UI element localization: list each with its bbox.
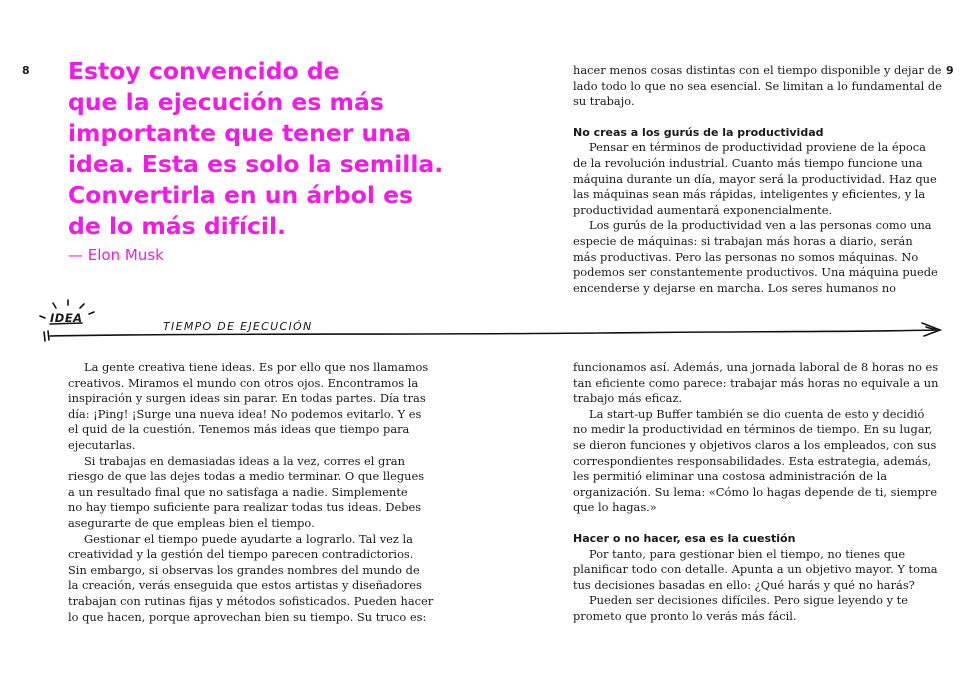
text-line: productividad aumentará exponencialmente. xyxy=(573,202,833,217)
text-line: ejecutarlas. xyxy=(68,437,136,452)
right-bottom-column xyxy=(573,360,943,625)
left-bottom-column xyxy=(68,360,434,625)
text-line: La start-up Buffer también se dio cuenta de esto y decidió xyxy=(589,406,925,421)
pull-quote xyxy=(68,56,508,242)
text-line: La gente creativa tiene ideas. Es por ello que nos llamamos xyxy=(84,360,429,374)
text-line: Gestionar el tiempo puede ayudarte a lograrlo. Tal vez la xyxy=(84,531,413,546)
paragraph xyxy=(68,453,425,532)
text-line: creativos. Miramos el mundo con otros ojos. Encontramos la xyxy=(68,375,419,390)
text-line: Sin embargo, si observas los grandes nombres del mundo de xyxy=(68,562,420,577)
text-line: planificar todo con detalle. Apunta a un objetivo mayor. Y toma xyxy=(573,562,938,577)
text-line: organización. Su lema: «Cómo lo hagas depende de ti, siempre xyxy=(573,484,938,499)
text-line: prometo que pronto lo verás más fácil. xyxy=(573,608,797,623)
text-line: correspondientes responsabilidades. Esta estrategia, además, xyxy=(573,453,932,468)
timeline-arrow xyxy=(0,296,980,346)
paragraph xyxy=(573,593,943,624)
paragraph xyxy=(573,360,943,407)
text-line: máquina durante un día, mayor será la productividad. Haz que xyxy=(573,171,937,186)
paragraph xyxy=(573,63,943,110)
text-line: lo que hacen, porque aprovechan bien su tiempo. Su truco es: xyxy=(68,609,427,624)
quote-line: Estoy convencido de xyxy=(68,57,340,85)
quote-line: de lo más difícil. xyxy=(68,212,286,240)
text-line: Los gurús de la productividad ven a las personas como una xyxy=(589,218,932,233)
text-line: a un resultado final que no satisfaga a nadie. Simplemente xyxy=(68,484,408,499)
text-line: podemos ser constantemente productivos. Una máquina puede xyxy=(573,265,938,280)
text-line: más productivas. Pero las personas no somos máquinas. No xyxy=(573,249,919,264)
text-line: especie de máquinas: si trabajan más horas a diario, serán xyxy=(573,233,913,248)
text-line: hacer menos cosas distintas con el tiempo disponible y dejar de xyxy=(573,63,942,77)
text-line: asegurarte de que empleas bien el tiempo. xyxy=(68,515,315,530)
paragraph xyxy=(68,531,434,626)
text-line: inspiración y surgen ideas sin parar. En todas partes. Día tras xyxy=(68,391,426,406)
text-line: Pensar en términos de productividad proviene de la época xyxy=(589,140,926,155)
quote-line: Convertirla en un árbol es xyxy=(68,181,414,209)
text-line: la creación, verás enseguida que estos artistas y diseñadores xyxy=(68,578,422,593)
timeline-start-mark xyxy=(44,331,49,341)
text-line: les permitió eliminar una costosa administración de la xyxy=(573,469,888,484)
text-line: Si trabajas en demasiadas ideas a la vez, corres el gran xyxy=(84,453,405,468)
text-line: Por tanto, para gestionar bien el tiempo, no tienes que xyxy=(589,546,906,561)
paragraph xyxy=(573,547,943,594)
text-line: se dieron funciones y objetivos claros a los empleados, con sus xyxy=(573,437,937,452)
paragraph xyxy=(573,140,943,218)
page-number-right: 9 xyxy=(946,64,954,77)
text-line: no hay tiempo suficiente para realizar todas tus ideas. Debes xyxy=(68,500,422,515)
text-line: Pueden ser decisiones difíciles. Pero sigue leyendo y te xyxy=(589,593,908,608)
section-heading: No creas a los gurús de la productividad xyxy=(573,125,824,139)
text-line: encenderse y dejarse en marcha. Los seres humanos no xyxy=(573,280,897,295)
section-heading: Hacer o no hacer, esa es la cuestión xyxy=(573,531,796,545)
text-line: su trabajo. xyxy=(573,94,635,109)
text-line: creatividad y la gestión del tiempo parecen contradictorios. xyxy=(68,547,414,562)
text-line: trabajan con rutinas fijas y métodos sofisticados. Pueden hacer xyxy=(68,593,434,608)
page-number-left: 8 xyxy=(22,64,30,77)
text-line: que lo hagas.» xyxy=(573,500,657,515)
text-line: día: ¡Ping! ¡Surge una nueva idea! No podemos evitarlo. Y es xyxy=(68,406,422,421)
paragraph xyxy=(573,218,943,296)
text-line: no medir la productividad en términos de tiempo. En su lugar, xyxy=(573,422,933,437)
text-line: tan eficiente como parece: trabajar más horas no equivale a un xyxy=(573,375,939,390)
paragraph xyxy=(573,407,943,516)
quote-line: importante que tener una xyxy=(68,119,411,147)
right-top-column xyxy=(573,63,943,296)
text-line: el quid de la cuestión. Tenemos más ideas que tiempo para xyxy=(68,422,410,437)
text-line: las máquinas sean más rápidas, inteligentes y eficientes, y la xyxy=(573,187,926,202)
quote-line: que la ejecución es más xyxy=(68,88,384,116)
quote-line: idea. Esta es solo la semilla. xyxy=(68,150,444,178)
timeline-label: TIEMPO DE EJECUCIÓN xyxy=(163,320,313,333)
quote-author: — Elon Musk xyxy=(68,246,164,264)
text-line: lado todo lo que no sea esencial. Se limitan a lo fundamental de xyxy=(573,78,942,93)
text-line: de la revolución industrial. Cuanto más tiempo funcione una xyxy=(573,155,923,170)
text-line: tus decisiones basadas en ello: ¿Qué harás y qué no harás? xyxy=(573,577,915,592)
text-line: funcionamos así. Además, una jornada laboral de 8 horas no es xyxy=(573,360,939,374)
timeline-idea-label: IDEA xyxy=(50,311,83,325)
paragraph xyxy=(68,360,429,454)
text-line: riesgo de que las dejes todas a medio terminar. O que llegues xyxy=(68,469,425,484)
text-line: trabajo más eficaz. xyxy=(573,391,683,406)
